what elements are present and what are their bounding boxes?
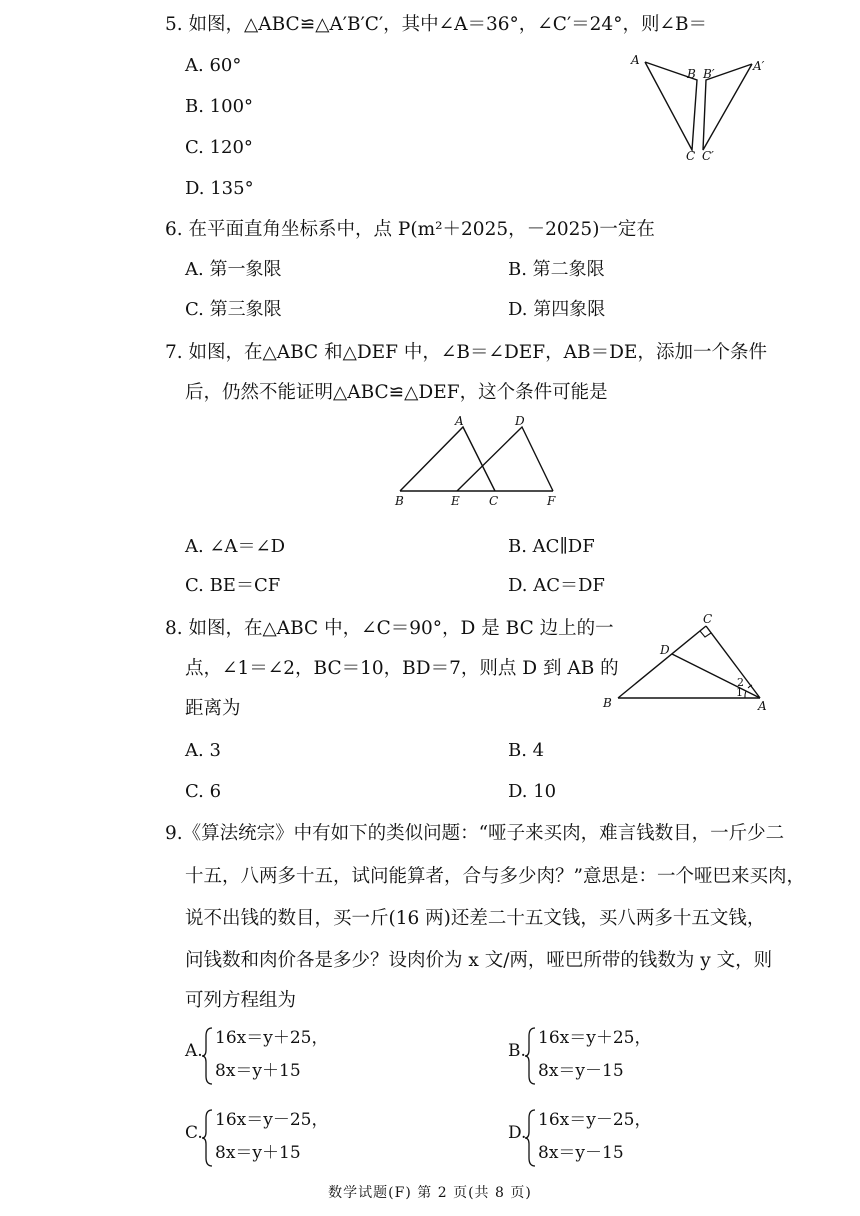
q7-stem-line2: 后，仍然不能证明△ABC≌△DEF，这个条件可能是 [185,382,608,403]
q9-option-b-letter: B. [508,1041,526,1061]
q5-label-a: A [631,53,640,67]
q5-figure-congruent-triangles [620,50,780,165]
q9-option-a-letter: A. [185,1041,203,1061]
q6-option-a: A. 第一象限 [185,259,282,280]
q5-label-b: B [687,67,696,81]
q9-option-d-eq1: 16x＝y－25， [538,1110,652,1130]
q5-option-d: D. 135° [185,178,254,199]
q9-option-d [508,1108,708,1172]
q6-option-b: B. 第二象限 [508,259,605,280]
q8-option-c: C. 6 [185,781,222,802]
q8-option-a: A. 3 [185,740,221,761]
q6-stem: 6. 在平面直角坐标系中，点 P(m²＋2025，－2025)一定在 [165,219,655,240]
q7-option-b: B. AC∥DF [508,536,595,557]
q8-label-angle-2: 2 [737,676,744,689]
q7-option-d: D. AC＝DF [508,575,605,596]
q5-option-a: A. 60° [185,55,242,76]
q8-label-b: B [603,696,612,710]
q7-label-a: A [455,414,464,428]
q9-stem-line5: 可列方程组为 [185,990,297,1011]
q9-option-a [185,1026,385,1090]
q5-stem: 5. 如图，△ABC≌△A′B′C′，其中∠A＝36°，∠C′＝24°，则∠B＝ [165,14,708,35]
q9-stem-line2: 十五，八两多十五，试问能算者，合与多少肉？”意思是：一个哑巴来买肉， [185,866,805,887]
q7-option-c: C. BE＝CF [185,575,281,596]
q9-option-b [508,1026,708,1090]
q7-option-a: A. ∠A＝∠D [185,536,286,557]
q5-label-c-prime: C′ [702,149,714,163]
q7-figure-overlapping-triangles [385,413,565,513]
q8-option-d: D. 10 [508,781,557,802]
q9-option-a-eq2: 8x＝y＋15 [215,1061,301,1081]
q8-label-angle-1: 1 [736,686,743,699]
q9-option-b-eq2: 8x＝y－15 [538,1061,624,1081]
q5-option-c: C. 120° [185,137,253,158]
q5-label-a-prime: A′ [753,59,765,73]
q8-figure-right-triangle [598,610,773,715]
q9-option-c-eq2: 8x＝y＋15 [215,1143,301,1163]
q5-option-b: B. 100° [185,96,254,117]
q9-option-c-eq1: 16x＝y－25， [215,1110,329,1130]
q8-option-b: B. 4 [508,740,545,761]
q5-label-c: C [686,149,696,163]
q9-option-b-eq1: 16x＝y＋25， [538,1028,652,1048]
q9-option-d-eq2: 8x＝y－15 [538,1143,624,1163]
brace-icon [201,1108,215,1168]
q6-option-c: C. 第三象限 [185,299,282,320]
q7-label-b: B [395,494,404,508]
q8-stem-line3: 距离为 [185,698,241,719]
q6-option-d: D. 第四象限 [508,299,606,320]
brace-icon [524,1026,538,1086]
q5-label-b-prime: B′ [703,67,715,81]
q8-stem-line2: 点，∠1＝∠2，BC＝10，BD＝7，则点 D 到 AB 的 [185,658,619,679]
q9-stem-line1: 9.《算法统宗》中有如下的类似问题：“哑子来买肉，难言钱数目，一斤少二 [165,823,785,844]
q7-label-e: E [451,494,460,508]
page-footer: 数学试题(F) 第 2 页(共 8 页) [328,1185,532,1201]
q9-option-c [185,1108,385,1172]
q7-label-f: F [547,494,556,508]
q8-label-d: D [660,643,670,657]
q8-label-a: A [758,699,767,713]
q8-label-c: C [703,612,713,626]
brace-icon [201,1026,215,1086]
q7-stem-line1: 7. 如图，在△ABC 和△DEF 中，∠B＝∠DEF，AB＝DE，添加一个条件 [165,342,767,363]
q7-label-c: C [489,494,499,508]
q9-option-d-letter: D. [508,1123,527,1143]
q8-stem-line1: 8. 如图，在△ABC 中，∠C＝90°，D 是 BC 边上的一 [165,618,614,639]
q9-stem-line4: 问钱数和肉价各是多少？设肉价为 x 文/两，哑巴所带的钱数为 y 文，则 [185,950,773,971]
q7-label-d: D [515,414,525,428]
brace-icon [524,1108,538,1168]
q9-stem-line3: 说不出钱的数目，买一斤(16 两)还差二十五文钱，买八两多十五文钱， [185,908,766,929]
q9-option-c-letter: C. [185,1123,203,1143]
q9-option-a-eq1: 16x＝y＋25， [215,1028,329,1048]
